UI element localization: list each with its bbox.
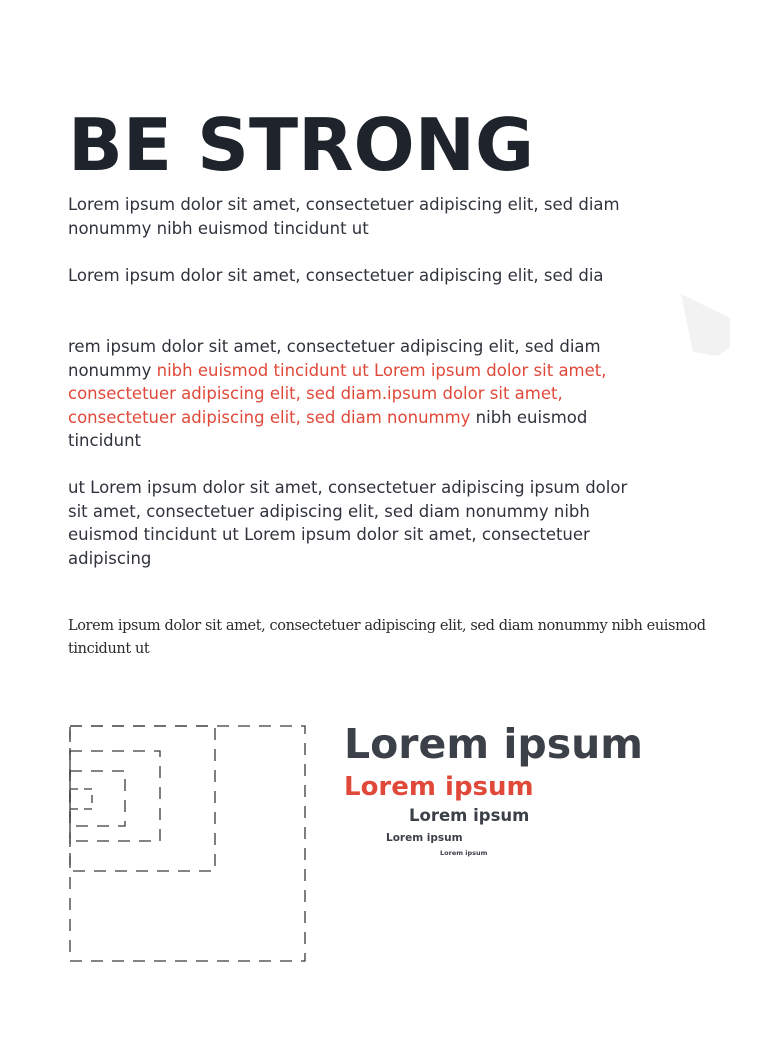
paragraph-2: Lorem ipsum dolor sit amet, consectetuer adipiscing elit, sed dia — [68, 266, 604, 285]
type-scale-level-2: Lorem ipsum — [344, 772, 534, 802]
type-scale-level-4: Lorem ipsum — [386, 832, 463, 844]
dashed-square-smaller — [70, 771, 125, 826]
nested-dashed-squares-icon — [60, 716, 320, 970]
pentagon-shape-icon — [678, 292, 738, 362]
dashed-square-smallest — [70, 789, 92, 809]
type-scale-level-1: Lorem ipsum — [344, 720, 644, 768]
paragraph-3-end: nibh euismod tincidunt — [68, 407, 588, 450]
headline: BE STRONG — [68, 103, 535, 187]
dashed-square-small — [70, 751, 160, 841]
dashed-square-large — [70, 726, 305, 961]
paragraph-1: Lorem ipsum dolor sit amet, consectetuer adipiscing elit, sed diam nonummy nibh euismod tincidunt ut — [68, 195, 620, 238]
paragraph-3-start: rem ipsum dolor sit amet, consectetuer adipiscing elit, sed diam nonummy — [68, 337, 601, 380]
paragraph-3 — [68, 335, 628, 453]
serif-paragraph: Lorem ipsum dolor sit amet, consectetuer adipiscing elit, sed diam nonummy nibh euismod tincidunt ut — [68, 618, 706, 657]
type-scale-level-5: Lorem ipsum — [440, 849, 488, 857]
paragraph-4: ut Lorem ipsum dolor sit amet, consectetuer adipiscing ipsum dolor sit amet, consectetuer adipiscing elit, sed diam nonummy nibh euismod tincidunt ut Lorem ipsum dolor sit amet, consectetuer adipiscing — [68, 478, 628, 568]
type-scale-level-3: Lorem ipsum — [409, 806, 530, 825]
paragraph-3-highlight: nibh euismod tincidunt ut Lorem ipsum dolor sit amet, consectetuer adipiscing elit, sed diam.ipsum dolor sit amet, consectetuer adipiscing elit, sed diam nonummy — [68, 360, 607, 427]
